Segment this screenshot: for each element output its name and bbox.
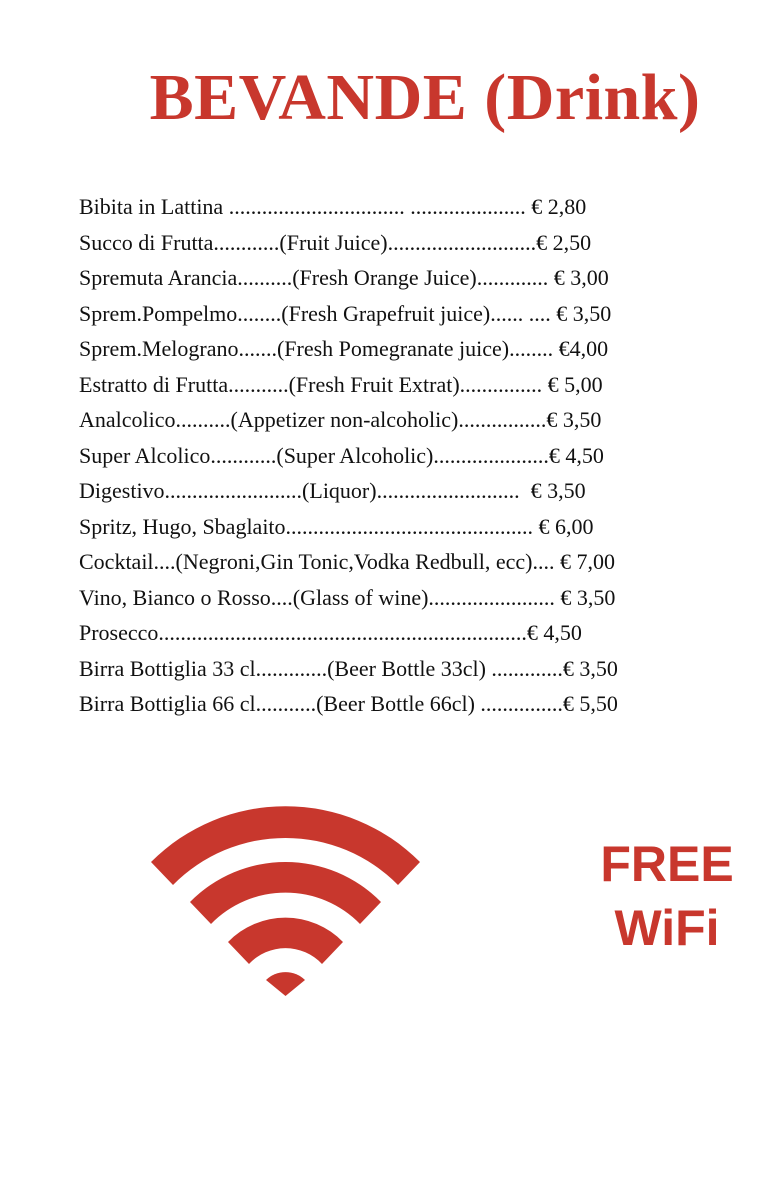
menu-item-analcolico: Analcolico..........(Appetizer non-alcoholic)................€ 3,50 xyxy=(79,407,602,432)
free-wifi-line1: FREE xyxy=(600,836,734,892)
menu-item-succo: Succo di Frutta............(Fruit Juice)...........................€ 2,50 xyxy=(79,229,592,255)
menu-item-digestivo: Digestivo.........................(Liquor).......................... € 3,50 xyxy=(79,478,586,503)
menu-item-birra-33: Birra Bottiglia 33 cl.............(Beer Bottle 33cl) .............€ 3,50 xyxy=(79,655,618,681)
page-title: BEVANDE (Drink) xyxy=(149,61,701,134)
menu-item-cocktail: Cocktail....(Negroni,Gin Tonic,Vodka Redbull, ecc).... € 7,00 xyxy=(79,549,615,574)
menu-item-birra-66: Birra Bottiglia 66 cl...........(Beer Bottle 66cl) ...............€ 5,50 xyxy=(79,691,618,716)
menu-item-bibita: Bibita in Lattina ................................ ..................... € 2,80 xyxy=(79,194,587,219)
menu-item-spritz: Spritz, Hugo, Sbaglaito............................................. € 6,00 xyxy=(79,513,594,539)
wifi-icon xyxy=(148,800,423,1000)
free-wifi-label xyxy=(572,832,762,960)
menu-item-vino: Vino, Bianco o Rosso....(Glass of wine)....................... € 3,50 xyxy=(79,584,616,610)
free-wifi-line2: WiFi xyxy=(614,900,720,956)
drinks-menu xyxy=(79,189,618,722)
menu-item-sprem-pompelmo: Sprem.Pompelmo........(Fresh Grapefruit juice)...... .... € 3,50 xyxy=(79,300,612,326)
menu-item-prosecco: Prosecco...................................................................€ 4,50 xyxy=(79,620,582,645)
menu-item-super-alcolico: Super Alcolico............(Super Alcoholic).....................€ 4,50 xyxy=(79,442,604,468)
menu-item-spremuta-arancia: Spremuta Arancia..........(Fresh Orange Juice)............. € 3,00 xyxy=(79,265,609,290)
menu-item-estratto: Estratto di Frutta...........(Fresh Fruit Extrat)............... € 5,00 xyxy=(79,371,603,397)
menu-item-sprem-melograno: Sprem.Melograno.......(Fresh Pomegranate juice)........ €4,00 xyxy=(79,336,609,361)
